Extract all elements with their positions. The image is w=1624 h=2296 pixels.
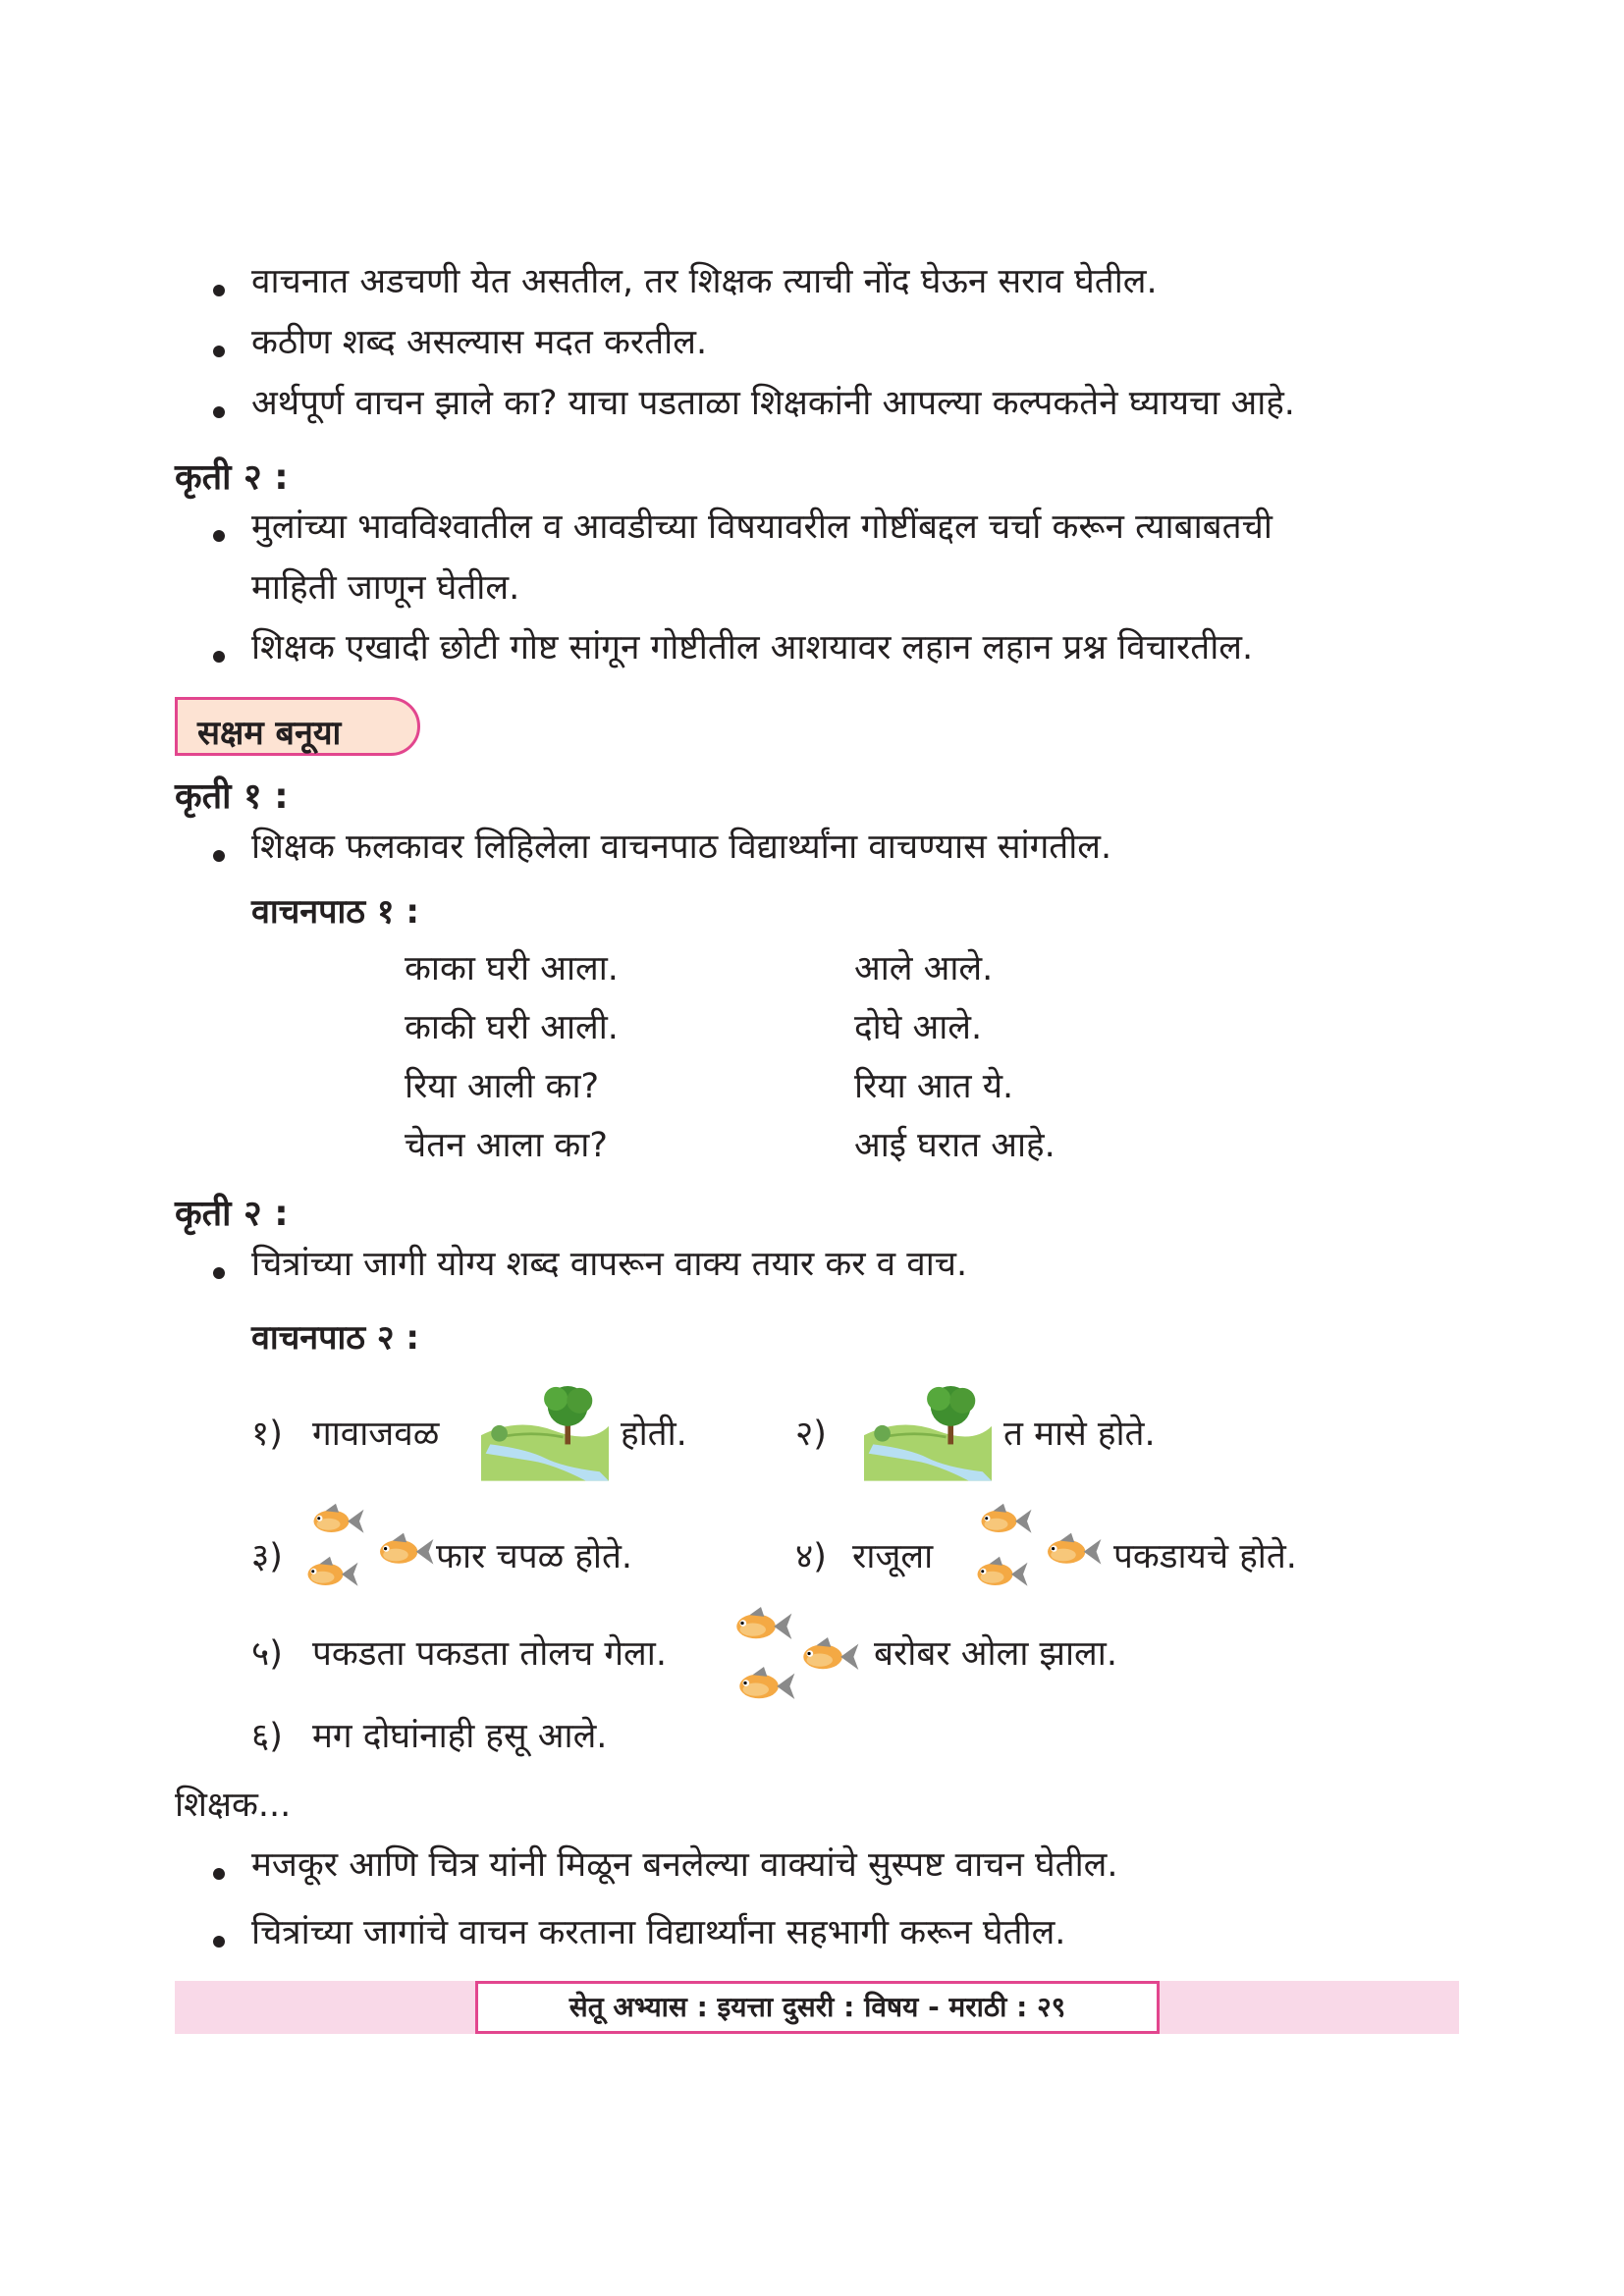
section2-heading: कृती २ : — [175, 1194, 289, 1234]
fish-icon — [306, 1502, 365, 1539]
item-3-text-after: फार चपळ होते. — [436, 1537, 633, 1576]
item-1-number: १) — [251, 1415, 283, 1454]
reading1-right-line: आई घरात आहे. — [854, 1126, 1056, 1165]
bullet-icon — [213, 1868, 225, 1880]
section2-instruction: चित्रांच्या जागी योग्य शब्द वापरून वाक्य तयार कर व वाच. — [251, 1245, 968, 1284]
river-icon — [481, 1379, 609, 1482]
item-3-number: ३) — [251, 1537, 283, 1576]
intro-bullet-2: कठीण शब्द असल्यास मदत करतील. — [251, 323, 708, 362]
item-1-text-before: गावाजवळ — [312, 1415, 440, 1454]
section1-heading: कृती १ : — [175, 776, 289, 817]
teacher-bullet-2: चित्रांच्या जागांचे वाचन करताना विद्यार्थ्यांना सहभागी करून घेतील. — [251, 1913, 1066, 1952]
item-5-number: ५) — [251, 1634, 283, 1674]
reading1-right-line: दोघे आले. — [854, 1008, 983, 1047]
item-4-number: ४) — [795, 1537, 827, 1576]
banner-label: सक्षम बनूया — [197, 714, 342, 753]
bullet-icon — [213, 850, 225, 862]
activity2-bullet-1-cont: माहिती जाणून घेतील. — [251, 568, 520, 608]
item-1-text-after: होती. — [621, 1415, 687, 1454]
reading1-left-line: काकी घरी आली. — [405, 1008, 619, 1047]
item-2-number: २) — [795, 1415, 827, 1454]
section-banner — [175, 697, 420, 756]
item-6-text: मग दोघांनाही हसू आले. — [312, 1717, 608, 1756]
fish-icon — [371, 1531, 436, 1571]
item-2-text-after: त मासे होते. — [1003, 1415, 1156, 1454]
bullet-icon — [213, 530, 225, 542]
bullet-icon — [213, 406, 225, 418]
reading1-left-line: चेतन आला का? — [405, 1126, 608, 1165]
reading1-title: वाचनपाठ १ : — [251, 892, 419, 932]
reading1-right-line: रिया आत ये. — [854, 1067, 1014, 1106]
reading1-right-line: आले आले. — [854, 949, 994, 988]
reading2-title: वाचनपाठ २ : — [251, 1318, 419, 1358]
fish-icon — [1039, 1531, 1104, 1571]
bullet-icon — [213, 346, 225, 357]
item-6-number: ६) — [251, 1717, 283, 1756]
item-5-text-before: पकडता पकडता तोलच गेला. — [312, 1634, 667, 1674]
reading1-left-line: काका घरी आला. — [405, 949, 619, 988]
bullet-icon — [213, 651, 225, 663]
item-4-text-after: पकडायचे होते. — [1113, 1537, 1297, 1576]
intro-bullet-3: अर्थपूर्ण वाचन झाले का? याचा पडताळा शिक्षकांनी आपल्या कल्पकतेने घ्यायचा आहे. — [251, 384, 1295, 423]
activity2-bullet-1: मुलांच्या भावविश्वातील व आवडीच्या विषयावरील गोष्टींबद्दल चर्चा करून त्याबाबतची — [251, 507, 1272, 547]
section1-instruction: शिक्षक फलकावर लिहिलेला वाचनपाठ विद्यार्थ्यांना वाचण्यास सांगतील. — [251, 828, 1112, 867]
bullet-icon — [213, 285, 225, 296]
fish-icon — [795, 1635, 860, 1677]
activity2-bullet-2: शिक्षक एखादी छोटी गोष्ट सांगून गोष्टीतील आशयावर लहान लहान प्रश्न विचारतील. — [251, 628, 1254, 667]
activity2-heading: कृती २ : — [175, 457, 289, 498]
river-icon — [864, 1379, 992, 1482]
teacher-label: शिक्षक... — [175, 1786, 292, 1825]
intro-bullet-1: वाचनात अडचणी येत असतील, तर शिक्षक त्याची नोंद घेऊन सराव घेतील. — [251, 262, 1158, 301]
reading1-left-line: रिया आली का? — [405, 1067, 600, 1106]
item-5-text-after: बरोबर ओला झाला. — [874, 1634, 1117, 1674]
page-footer: सेतू अभ्यास : इयत्ता दुसरी : विषय - मराठी : २९ — [475, 1981, 1160, 2034]
item-4-text-before: राजूला — [852, 1537, 934, 1576]
fish-icon — [970, 1555, 1029, 1592]
fish-icon — [731, 1665, 796, 1706]
fish-icon — [300, 1555, 359, 1592]
fish-icon — [974, 1502, 1033, 1539]
fish-icon — [729, 1605, 793, 1646]
teacher-bullet-1: मजकूर आणि चित्र यांनी मिळून बनलेल्या वाक्यांचे सुस्पष्ट वाचन घेतील. — [251, 1845, 1118, 1885]
bullet-icon — [213, 1936, 225, 1948]
bullet-icon — [213, 1267, 225, 1279]
